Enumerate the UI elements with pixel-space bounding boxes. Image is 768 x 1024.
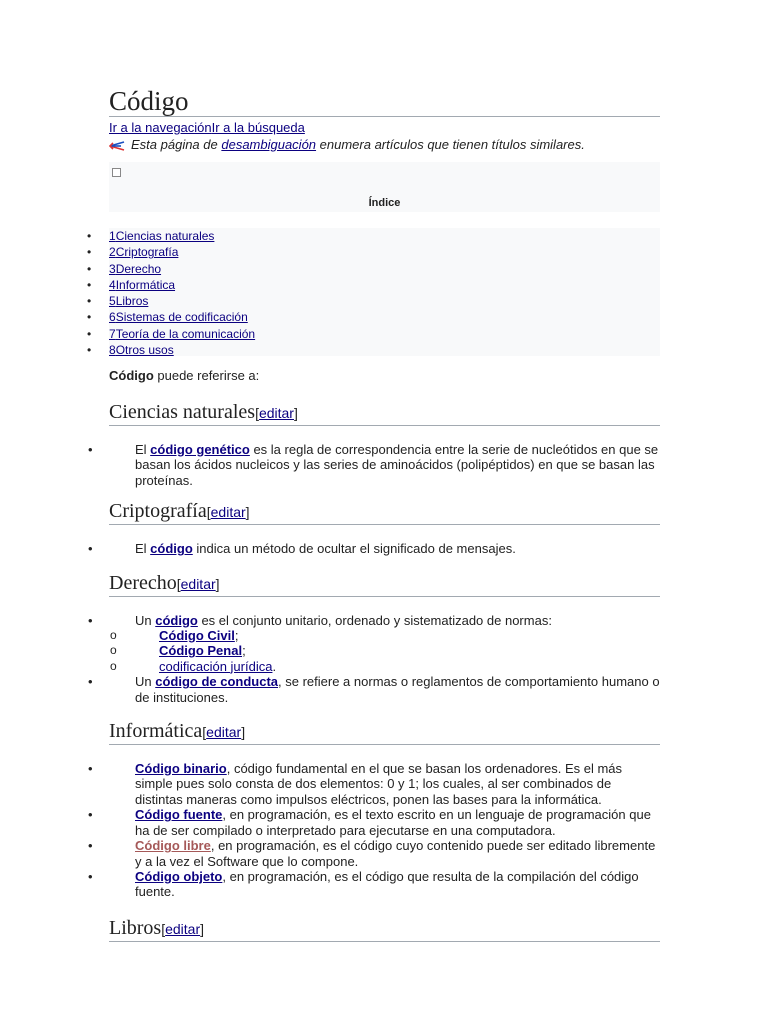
- codigo-fuente-link[interactable]: Código fuente: [135, 807, 223, 823]
- edit-section-ciencias: [editar]: [255, 405, 298, 421]
- toc-number: 7: [109, 326, 116, 341]
- list-item: • Código binario, código fundamental en el que se basan los ordenadores. Es el más simple pues solo consta de dos elementos: 0 y 1; los cuales, al ser combinados de distintas maneras como impulsos eléctricos, ponen las bases para la informática.: [135, 761, 660, 807]
- toc-number: 5: [109, 294, 116, 309]
- edit-section-libros: [editar]: [161, 920, 205, 937]
- toc-link[interactable]: [109, 262, 161, 276]
- edit-link[interactable]: editar: [180, 575, 216, 592]
- list-item: o Código Penal;: [159, 643, 660, 658]
- article: [109, 0, 660, 942]
- list-item: • Código libre, en programación, es el código cuyo contenido puede ser editado libremente y a la vez el Software que lo compone.: [135, 838, 660, 869]
- toc-link[interactable]: [109, 310, 248, 324]
- section-heading-informatica: Informática[editar]: [109, 719, 660, 745]
- list-item: • Código objeto, en programación, es el código que resulta de la compilación del código fuente.: [135, 869, 660, 900]
- codigo-objeto-link[interactable]: Código objeto: [135, 868, 223, 884]
- hatnote-text: Esta página de desambiguación enumera artículos que tienen títulos similares.: [131, 137, 585, 152]
- edit-link[interactable]: editar: [210, 504, 246, 521]
- list-item: o codificación jurídica.: [159, 659, 660, 674]
- intro-text: Código puede referirse a:: [109, 368, 260, 383]
- toc-link[interactable]: [109, 229, 214, 243]
- toc-number: 2: [109, 245, 116, 260]
- list-item: • Un código de conducta, se refiere a normas o reglamentos de comportamiento humano o de instituciones.: [135, 674, 660, 705]
- list-ciencias: [109, 442, 660, 488]
- jump-to-navigation-link[interactable]: Ir a la navegación: [109, 120, 212, 135]
- edit-link[interactable]: editar: [206, 724, 242, 741]
- toc-item: [109, 261, 660, 277]
- list-item: o Código Civil;: [159, 628, 660, 643]
- toc-link[interactable]: [109, 278, 175, 292]
- toc-link[interactable]: [109, 294, 148, 308]
- toc-item: [109, 326, 660, 342]
- toc-number: 1: [109, 229, 116, 243]
- toc-number: 8: [109, 343, 116, 358]
- toc-toggle-checkbox[interactable]: [112, 168, 121, 177]
- sublist-derecho: [135, 628, 660, 674]
- codigo-de-conducta-link[interactable]: código de conducta: [155, 674, 279, 690]
- codigo-link[interactable]: código: [150, 541, 193, 557]
- toc-label: Otros usos: [115, 343, 174, 358]
- jump-links: [109, 120, 660, 136]
- toc-link[interactable]: [109, 245, 178, 259]
- toc-number: 6: [109, 310, 116, 325]
- toc-header: [109, 162, 660, 212]
- toc-label: Sistemas de codificación: [115, 310, 248, 325]
- page-title: Código: [109, 0, 660, 117]
- edit-section-criptografia: [editar]: [206, 504, 250, 521]
- toc-item: [109, 244, 660, 260]
- toc-label: Derecho: [115, 261, 162, 276]
- toc-label: Informática: [115, 277, 176, 292]
- list-item: • El código indica un método de ocultar el significado de mensajes.: [135, 541, 660, 556]
- toc-label: Ciencias naturales: [115, 229, 215, 243]
- codigo-libre-link[interactable]: Código libre: [135, 838, 211, 854]
- toc-item: [109, 228, 660, 244]
- section-heading-libros: Libros[editar]: [109, 916, 660, 942]
- section-heading-ciencias-naturales: Ciencias naturales[editar]: [109, 400, 660, 426]
- section-heading-derecho: Derecho[editar]: [109, 571, 660, 597]
- edit-link[interactable]: editar: [258, 405, 294, 421]
- list-derecho: [109, 613, 660, 705]
- toc-item: [109, 342, 660, 358]
- codigo-link[interactable]: código: [155, 612, 198, 628]
- list-item: • El código genético es la regla de correspondencia entre la serie de nucleótidos en que se basan los ácidos nucleicos y las series de aminoácidos (polipéptidos) en que se basan las proteínas.: [135, 442, 660, 488]
- toc-item: [109, 277, 660, 293]
- toc-number: 3: [109, 261, 116, 276]
- toc-number: 4: [109, 277, 116, 292]
- codigo-binario-link[interactable]: Código binario: [135, 761, 227, 777]
- toc-label: Criptografía: [115, 245, 179, 260]
- codigo-genetico-link[interactable]: código genético: [150, 442, 250, 457]
- toc-label: Teoría de la comunicación: [115, 326, 256, 341]
- list-informatica: [109, 761, 660, 900]
- toc-item: [109, 293, 660, 309]
- codificacion-juridica-link[interactable]: codificación jurídica: [159, 658, 273, 674]
- toc-item: [109, 309, 660, 325]
- codigo-civil-link[interactable]: Código Civil: [159, 628, 235, 644]
- edit-link[interactable]: editar: [165, 920, 201, 937]
- toc-link[interactable]: [109, 343, 174, 357]
- toc-label: Libros: [115, 294, 149, 309]
- disambiguation-link[interactable]: desambiguación: [221, 137, 317, 152]
- disambiguation-hatnote: [109, 137, 660, 153]
- codigo-penal-link[interactable]: Código Penal: [159, 643, 243, 659]
- toc-list: [109, 228, 660, 356]
- edit-section-derecho: [editar]: [176, 575, 220, 592]
- list-item: • Código fuente, en programación, es el texto escrito en un lenguaje de programación que ha de ser compilado o interpretado para ejecutarse en una computadora.: [135, 807, 660, 838]
- list-criptografia: [109, 541, 660, 556]
- edit-section-informatica: [editar]: [202, 724, 246, 741]
- disambiguation-icon: [109, 140, 125, 151]
- jump-to-search-link[interactable]: Ir a la búsqueda: [211, 120, 305, 135]
- section-heading-criptografia: Criptografía[editar]: [109, 499, 660, 525]
- toc-title: Índice: [368, 197, 401, 209]
- list-item: • Un código es el conjunto unitario, ordenado y sistematizado de normas: o Código Civil; o Código Penal; o codificación jurídica.: [135, 613, 660, 675]
- toc-link[interactable]: [109, 327, 255, 341]
